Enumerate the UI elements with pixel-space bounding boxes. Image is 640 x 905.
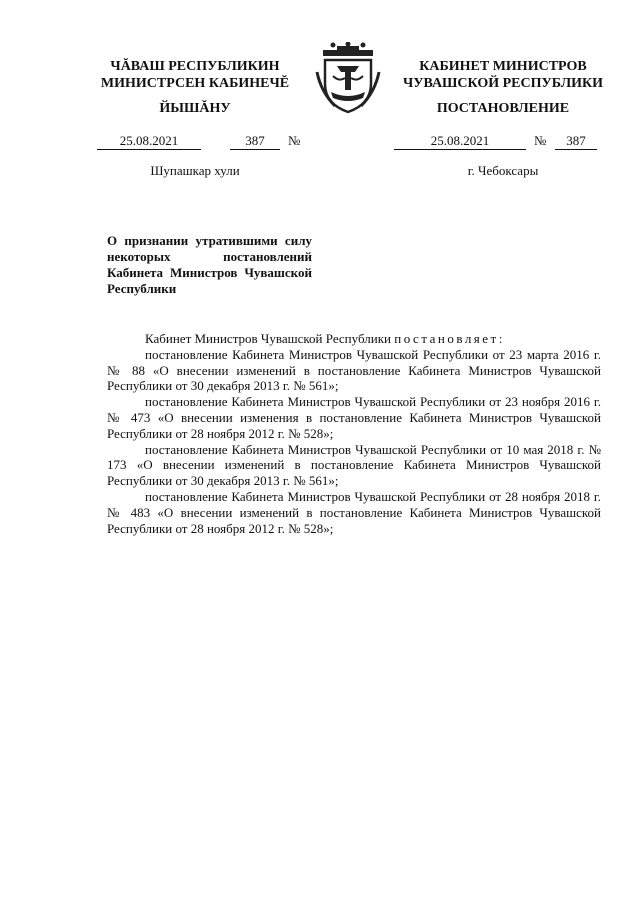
right-number: 387	[555, 133, 597, 150]
left-header-line1: ЧĂВАШ РЕСПУБЛИКИН	[110, 59, 280, 74]
left-number: 387	[230, 133, 280, 150]
intro-verb: постановляет:	[394, 331, 505, 346]
body-paragraph: постановление Кабинета Министров Чувашской Республики от 23 марта 2016 г. № 88 «О внесении изменений в постановление Кабинета Министров Чувашской Республики от 30 декабря 2013 г. № 561»;	[107, 346, 601, 394]
body-paragraph: постановление Кабинета Министров Чувашской Республики от 10 мая 2018 г. № 173 «О внесении изменений в постановление Кабинета Министров Чувашской Республики от 30 декабря 2013 г. № 561»;	[107, 441, 601, 489]
left-header-line2: МИНИСТРСЕН КАБИНЕЧĔ	[100, 76, 290, 91]
right-header-line2: ЧУВАШСКОЙ РЕСПУБЛИКИ	[402, 76, 604, 91]
intro-paragraph	[107, 331, 601, 347]
left-city: Шупашкар хули	[150, 163, 240, 178]
right-header	[388, 58, 618, 92]
chuvash-coat-of-arms-icon	[315, 42, 381, 114]
right-header-line1: КАБИНЕТ МИНИСТРОВ	[419, 59, 587, 74]
left-date: 25.08.2021	[97, 133, 201, 150]
right-city: г. Чебоксары	[467, 163, 539, 178]
left-doc-type: ЙЫШĂНУ	[159, 101, 231, 116]
body-paragraph: постановление Кабинета Министров Чувашской Республики от 23 ноября 2016 г. № 473 «О внесении изменения в постановление Кабинета Министров Чувашской Республики от 28 ноября 2012 г. № 528»;	[107, 394, 601, 441]
left-number-sign: №	[288, 133, 301, 148]
right-number-sign: №	[534, 133, 547, 148]
document-body	[107, 331, 601, 536]
right-doc-type: ПОСТАНОВЛЕНИЕ	[436, 101, 570, 116]
body-paragraph: постановление Кабинета Министров Чувашской Республики от 28 ноября 2018 г. № 483 «О внесении изменений в постановление Кабинета Министров Чувашской Республики от 28 ноября 2012 г. № 528»;	[107, 488, 601, 536]
document-title: О признании утратившими силу некоторых постановлений Кабинета Министров Чувашской Республики	[107, 233, 312, 296]
intro-text: Кабинет Министров Чувашской Республики	[145, 331, 395, 346]
left-header	[85, 58, 305, 92]
right-date: 25.08.2021	[394, 133, 526, 150]
